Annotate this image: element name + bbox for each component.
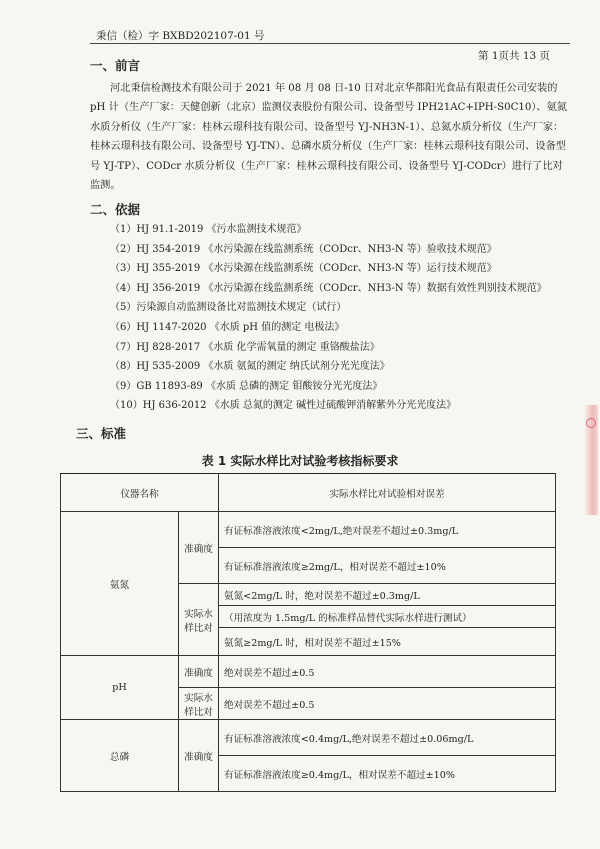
section-heading-basis: 二、依据 bbox=[90, 202, 141, 217]
reference-item: （9）GB 11893-89 《水质 总磷的测定 钼酸铵分光光度法》 bbox=[110, 380, 383, 392]
criterion-accuracy: 准确度 bbox=[179, 512, 219, 584]
header-divider bbox=[90, 43, 570, 44]
intro-text: 河北秉信检测技术有限公司于 2021 年 08 月 08 日-10 日对北京华都阳光食品有限责任公司安装的 pH 计（生产厂家：天健创新（北京）监测仪表股份有限公司、设备型号 IPH21AC+IPH-S0C10）、氨氮水质分析仪（生产厂家：桂林云璟科技有限公司、设备型号 YJ-NH3N-1）、总氮水质分析仪（生产厂家：桂林云璟科技有限公司、设备型号 YJ-TN）、总磷水质分析仪（生产厂家：桂林云璟科技有限公司、设备型号 YJ-TP）、CODcr 水质分析仪（生产厂家：桂林云璟科技有限公司、设备型号 YJ-CODcr）进行了比对监测。 bbox=[90, 83, 567, 192]
requirement-cell: 氨氮≥2mg/L 时，相对误差不超过±15% bbox=[219, 628, 556, 656]
seal-stamp-mark bbox=[586, 418, 596, 428]
requirement-cell: （用浓度为 1.5mg/L 的标准样品替代实际水样进行测试） bbox=[219, 606, 556, 628]
reference-item: （6）HJ 1147-2020 《水质 pH 值的测定 电极法》 bbox=[110, 321, 345, 333]
header-requirement: 实际水样比对试验相对误差 bbox=[219, 474, 556, 512]
criteria-table bbox=[60, 473, 556, 792]
requirement-cell: 绝对误差不超过±0.5 bbox=[219, 656, 556, 688]
table-row bbox=[61, 656, 556, 688]
document-number: 秉信（检）字 BXBD202107-01 号 bbox=[96, 30, 265, 42]
instrument-ph: pH bbox=[61, 656, 179, 720]
instrument-tp: 总磷 bbox=[61, 720, 179, 792]
criterion-comparison: 实际水样比对 bbox=[179, 688, 219, 720]
criterion-accuracy: 准确度 bbox=[179, 720, 219, 792]
requirement-cell: 有证标准溶液浓度<0.4mg/L,绝对误差不超过±0.06mg/L bbox=[219, 720, 556, 756]
table-title: 表 1 实际水样比对试验考核指标要求 bbox=[201, 454, 399, 468]
table-header-row bbox=[61, 474, 556, 512]
reference-item: （8）HJ 535-2009 《水质 氨氮的测定 纳氏试剂分光光度法》 bbox=[110, 361, 390, 373]
table-row bbox=[61, 512, 556, 548]
requirement-cell: 有证标准溶液浓度<2mg/L,绝对误差不超过±0.3mg/L bbox=[219, 512, 556, 548]
reference-item: （2）HJ 354-2019 《水污染源在线监测系统（CODcr、NH3-N 等）验收技术规范》 bbox=[110, 243, 497, 255]
page-info: 第 1页共 13 页 bbox=[478, 50, 551, 62]
reference-list bbox=[110, 220, 570, 416]
requirement-cell: 氨氮<2mg/L 时，绝对误差不超过±0.3mg/L bbox=[219, 584, 556, 606]
section-heading-standard: 三、标准 bbox=[76, 426, 127, 441]
intro-paragraph bbox=[90, 79, 568, 195]
reference-item: （3）HJ 355-2019 《水污染源在线监测系统（CODcr、NH3-N 等）运行技术规范》 bbox=[110, 263, 497, 275]
section-heading-preface: 一、前言 bbox=[90, 58, 141, 73]
reference-item: （4）HJ 356-2019 《水污染源在线监测系统（CODcr、NH3-N 等）数据有效性判别技术规范》 bbox=[110, 282, 547, 294]
reference-item: （7）HJ 828-2017 《水质 化学需氧量的测定 重铬酸盐法》 bbox=[110, 341, 380, 353]
table-row bbox=[61, 720, 556, 756]
reference-item: （10）HJ 636-2012 《水质 总氮的测定 碱性过硫酸钾消解紫外分光光度法》 bbox=[110, 400, 457, 412]
criterion-accuracy: 准确度 bbox=[179, 656, 219, 688]
header-instrument: 仪器名称 bbox=[61, 474, 219, 512]
requirement-cell: 绝对误差不超过±0.5 bbox=[219, 688, 556, 720]
reference-item: （5）污染源自动监测设备比对监测技术规定（试行） bbox=[110, 302, 347, 314]
requirement-cell: 有证标准溶液浓度≥2mg/L，相对误差不超过±10% bbox=[219, 548, 556, 584]
requirement-cell: 有证标准溶液浓度≥0.4mg/L，相对误差不超过±10% bbox=[219, 756, 556, 792]
instrument-ammonia: 氨氮 bbox=[61, 512, 179, 656]
criterion-comparison: 实际水样比对 bbox=[179, 584, 219, 656]
reference-item: （1）HJ 91.1-2019 《污水监测技术规范》 bbox=[110, 224, 307, 235]
